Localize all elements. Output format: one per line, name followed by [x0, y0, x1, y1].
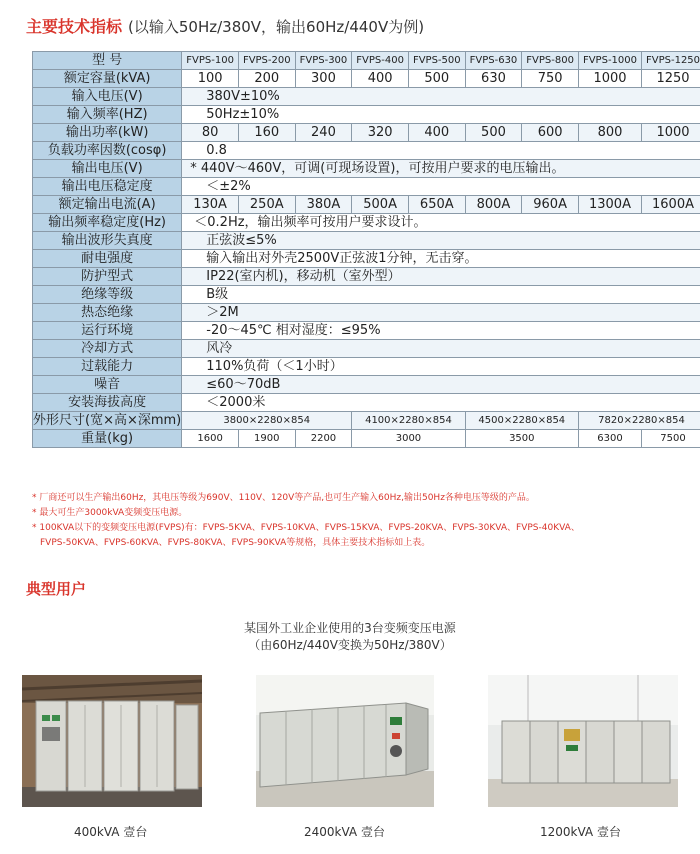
users-caption-line2: （由60Hz/440V变换为50Hz/380V）	[248, 638, 452, 652]
spec-title: 主要技术指标	[26, 17, 123, 36]
table-cell: 3000	[352, 430, 465, 448]
table-row	[33, 88, 700, 106]
table-cell: 800A	[465, 196, 522, 214]
footnote: FVPS-50KVA、FVPS-60KVA、FVPS-80KVA、FVPS-90KVA等规格，具体主要技术指标如上表。	[40, 538, 431, 548]
table-cell: 1300A	[578, 196, 641, 214]
table-cell: 400	[408, 124, 465, 142]
table-cell: ＞2M	[182, 304, 700, 322]
table-row	[33, 304, 700, 322]
table-cell: 4500×2280×854	[465, 412, 578, 430]
row-label: 输出电压(V)	[33, 160, 182, 178]
footnote: * 厂商还可以生产输出60Hz，其电压等级为690V、110V、120V等产品,也可生产输入60Hz,输出50Hz各种电压等级的产品。	[32, 493, 535, 503]
users-section-title: 典型用户	[26, 580, 87, 598]
row-label: 噪音	[33, 376, 182, 394]
table-cell: -20～45℃ 相对湿度：≤95%	[182, 322, 700, 340]
table-cell: 1000	[642, 124, 700, 142]
table-cell: 500	[465, 124, 522, 142]
table-cell: 80	[182, 124, 239, 142]
row-label: 额定容量(kVA)	[33, 70, 182, 88]
table-row	[33, 52, 700, 70]
row-label: 输出波形失真度	[33, 232, 182, 250]
photo-label: 2400kVA 壹台	[304, 825, 385, 839]
spec-section-title	[26, 14, 424, 37]
row-label: 运行环境	[33, 322, 182, 340]
table-cell: ＜2000米	[182, 394, 700, 412]
row-label: 输出功率(kW)	[33, 124, 182, 142]
table-cell: 380A	[295, 196, 352, 214]
spec-table	[32, 51, 700, 448]
table-cell: 320	[352, 124, 409, 142]
table-cell: 正弦波≤5%	[182, 232, 700, 250]
table-cell: 2200	[295, 430, 352, 448]
row-label: 输入电压(V)	[33, 88, 182, 106]
table-cell: B级	[182, 286, 700, 304]
table-cell: 3500	[465, 430, 578, 448]
photo-1200kva	[488, 675, 678, 807]
table-row	[33, 286, 700, 304]
table-cell: 1250	[642, 70, 700, 88]
table-cell: 4100×2280×854	[352, 412, 465, 430]
photo-2400kva	[256, 675, 434, 807]
table-row	[33, 250, 700, 268]
row-label: 冷却方式	[33, 340, 182, 358]
table-cell: 630	[465, 70, 522, 88]
table-cell: 500A	[352, 196, 409, 214]
row-label: 输出电压稳定度	[33, 178, 182, 196]
row-label: 输出频率稳定度(Hz)	[33, 214, 182, 232]
model-cell: FVPS-300	[295, 52, 352, 70]
table-cell: * 440V～460V，可调(可现场设置)，可按用户要求的电压输出。	[182, 160, 700, 178]
table-row	[33, 160, 700, 178]
table-row	[33, 106, 700, 124]
row-label: 耐电强度	[33, 250, 182, 268]
table-row	[33, 142, 700, 160]
table-cell: 风冷	[182, 340, 700, 358]
table-cell: 6300	[578, 430, 641, 448]
table-cell: 1900	[238, 430, 295, 448]
row-label: 安装海拔高度	[33, 394, 182, 412]
row-label: 负载功率因数(cosφ)	[33, 142, 182, 160]
row-label: 输入频率(HZ)	[33, 106, 182, 124]
table-cell: 输入输出对外壳2500V正弦波1分钟，无击穿。	[182, 250, 700, 268]
row-label: 额定输出电流(A)	[33, 196, 182, 214]
table-cell: 240	[295, 124, 352, 142]
model-cell: FVPS-1000	[578, 52, 641, 70]
table-cell: 130A	[182, 196, 239, 214]
table-cell: 960A	[522, 196, 579, 214]
table-row	[33, 340, 700, 358]
table-cell: 500	[408, 70, 465, 88]
spec-subtitle: (以输入50Hz/380V，输出60Hz/440V为例)	[128, 18, 425, 36]
table-row	[33, 178, 700, 196]
table-cell: 250A	[238, 196, 295, 214]
row-label: 绝缘等级	[33, 286, 182, 304]
table-row	[33, 214, 700, 232]
table-cell: 160	[238, 124, 295, 142]
table-row	[33, 376, 700, 394]
table-cell: 0.8	[182, 142, 700, 160]
footnote: * 最大可生产3000kVA变频变压电源。	[32, 508, 188, 518]
table-cell: 100	[182, 70, 239, 88]
table-cell: 50Hz±10%	[182, 106, 700, 124]
table-row	[33, 124, 700, 142]
table-cell: 600	[522, 124, 579, 142]
table-cell: 800	[578, 124, 641, 142]
model-cell: FVPS-400	[352, 52, 409, 70]
table-row	[33, 394, 700, 412]
table-cell: 750	[522, 70, 579, 88]
table-cell: 1000	[578, 70, 641, 88]
table-cell: 110%负荷（＜1小时）	[182, 358, 700, 376]
users-caption-line1: 某国外工业企业使用的3台变频变压电源	[244, 621, 456, 635]
table-row	[33, 430, 700, 448]
photo-label: 400kVA 壹台	[74, 825, 148, 839]
table-cell: 1600	[182, 430, 239, 448]
table-cell: ＜±2%	[182, 178, 700, 196]
model-cell: FVPS-630	[465, 52, 522, 70]
table-cell: 650A	[408, 196, 465, 214]
table-row	[33, 268, 700, 286]
photo-label: 1200kVA 壹台	[540, 825, 621, 839]
table-row	[33, 322, 700, 340]
table-cell: ≤60～70dB	[182, 376, 700, 394]
photo-400kva	[22, 675, 202, 807]
table-cell: 300	[295, 70, 352, 88]
table-cell: 1600A	[642, 196, 700, 214]
table-row	[33, 412, 700, 430]
table-row	[33, 232, 700, 250]
row-label: 重量(kg)	[33, 430, 182, 448]
table-cell: IP22(室内机)，移动机（室外型）	[182, 268, 700, 286]
table-row	[33, 70, 700, 88]
table-cell: ＜0.2Hz，输出频率可按用户要求设计。	[182, 214, 700, 232]
footnote: * 100KVA以下的变频变压电源(FVPS)有：FVPS-5KVA、FVPS-10KVA、FVPS-15KVA、FVPS-20KVA、FVPS-30KVA、FVPS-40KVA、	[32, 523, 580, 533]
model-cell: FVPS-500	[408, 52, 465, 70]
footnotes	[32, 491, 692, 551]
row-label: 型 号	[33, 52, 182, 70]
row-label: 外形尺寸(宽×高×深mm)	[33, 413, 182, 428]
table-row	[33, 358, 700, 376]
table-cell: 7820×2280×854	[578, 412, 700, 430]
model-cell: FVPS-200	[238, 52, 295, 70]
table-cell: 7500	[642, 430, 700, 448]
table-cell: 200	[238, 70, 295, 88]
row-label: 热态绝缘	[33, 304, 182, 322]
table-cell: 380V±10%	[182, 88, 700, 106]
table-cell: 400	[352, 70, 409, 88]
table-cell: 3800×2280×854	[182, 412, 352, 430]
row-label: 过载能力	[33, 358, 182, 376]
model-cell: FVPS-100	[182, 52, 239, 70]
row-label: 防护型式	[33, 268, 182, 286]
table-row	[33, 196, 700, 214]
model-cell: FVPS-1250	[642, 52, 700, 70]
model-cell: FVPS-800	[522, 52, 579, 70]
